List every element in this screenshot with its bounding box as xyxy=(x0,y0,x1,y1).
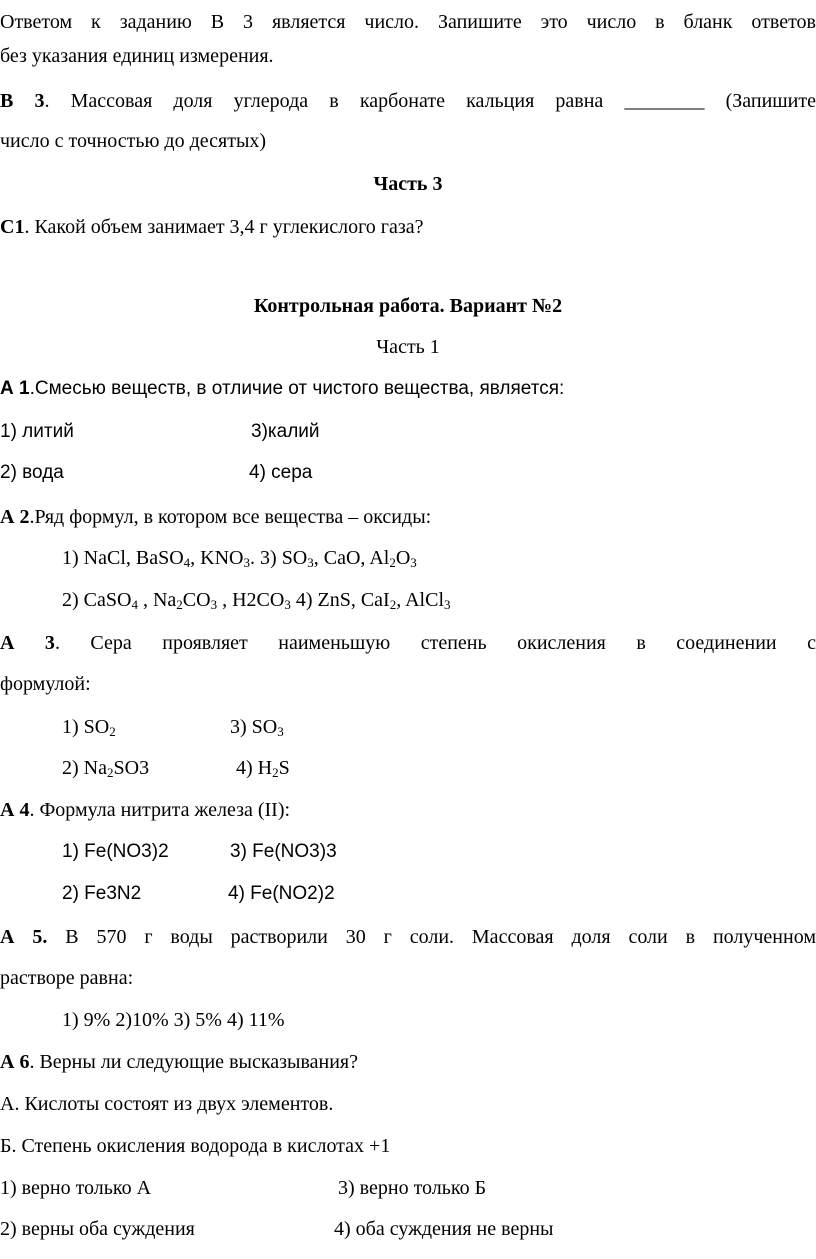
question-label: А 4 xyxy=(0,799,30,821)
question-a1 xyxy=(0,377,564,401)
question-label: А 1 xyxy=(0,378,30,399)
answer-option-4: 4) сера xyxy=(249,462,313,483)
answer-options-row-1: 1) NaCl, BaSO$_4$, $KNO_3$. 3) $SO_3$, CaO, $Al_2O_3$ xyxy=(62,547,417,570)
question-text: .Ряд формул, в котором все вещества – оксиды: xyxy=(29,506,432,528)
question-label: А 2 xyxy=(0,506,30,528)
statement-b: Б. Степень окисления водорода в кислотах +1 xyxy=(0,1135,391,1157)
question-label: А 5. xyxy=(0,926,48,948)
answer-option-4: 4) $H_2S$ xyxy=(236,757,290,780)
answer-option-2: 2) вода xyxy=(0,462,64,483)
answer-options-row-2: 2) CaSO$_4$ , $Na_2CO_3$ , $H2CO_3$ 4) ZnS, CaI$_2$, AlCl$_3$ xyxy=(62,589,451,612)
answer-option-1: 1) литий xyxy=(0,421,74,442)
question-b3-cont: число с точностью до десятых) xyxy=(0,130,267,152)
question-text: . Массовая доля углерода в карбонате кальция равна ________ (Запишите xyxy=(44,90,816,112)
answer-option-1: 1) Fe(NO3)2 xyxy=(62,841,169,862)
heading-variant-2: Контрольная работа. Вариант №2 xyxy=(253,295,563,317)
answer-option-3: 3)калий xyxy=(251,421,320,442)
question-text: В 570 г воды растворили 30 г соли. Массовая доля соли в полученном xyxy=(47,926,816,948)
answer-option-3: 3) Fe(NO3)3 xyxy=(230,841,337,862)
question-a4 xyxy=(0,798,290,822)
answer-option-3: 3) верно только Б xyxy=(338,1177,487,1199)
question-text: .Смесью веществ, в отличие от чистого вещества, является: xyxy=(29,378,565,399)
question-a3-cont: формулой: xyxy=(0,673,91,695)
question-a3 xyxy=(0,631,816,655)
question-a5 xyxy=(0,925,816,949)
section-title-part3: Часть 3 xyxy=(373,173,443,195)
question-a5-cont: растворе равна: xyxy=(0,967,134,989)
section-title-part1: Часть 1 xyxy=(376,336,440,358)
answer-option-3: 3) $SO_3$ xyxy=(230,716,284,739)
statement-a: А. Кислоты состоят из двух элементов. xyxy=(0,1093,334,1115)
answer-option-1: 1) $SO_2$ xyxy=(62,716,116,739)
answer-option-4: 4) Fe(NO2)2 xyxy=(228,883,335,904)
question-label: С1 xyxy=(0,216,25,238)
question-a2 xyxy=(0,505,431,529)
question-text: . Верны ли следующие высказывания? xyxy=(29,1051,358,1073)
answer-option-2: 2) верны оба суждения xyxy=(0,1218,195,1240)
answer-option-2: 2) Fe3N2 xyxy=(62,883,142,904)
question-text: . Формула нитрита железа (II): xyxy=(29,799,291,821)
intro-line-1: Ответом к заданию В 3 является число. Запишите это число в бланк ответов xyxy=(0,11,816,33)
question-text: . Сера проявляет наименьшую степень окисления в соединении с xyxy=(54,632,816,654)
question-a6 xyxy=(0,1050,358,1074)
intro-line-2: без указания единиц измерения. xyxy=(0,45,274,67)
question-c1 xyxy=(0,215,424,239)
question-text: . Какой объем занимает 3,4 г углекислого газа? xyxy=(24,216,424,238)
answer-option-4: 4) оба суждения не верны xyxy=(334,1218,554,1240)
question-label: В 3 xyxy=(0,90,45,112)
question-b3 xyxy=(0,89,816,113)
answer-options: 1) 9% 2)10% 3) 5% 4) 11% xyxy=(62,1009,285,1031)
question-label: А 6 xyxy=(0,1051,30,1073)
answer-option-1: 1) верно только А xyxy=(0,1177,152,1199)
question-label: А 3 xyxy=(0,632,55,654)
answer-option-2: 2) $Na_2SO3$ xyxy=(62,757,150,780)
